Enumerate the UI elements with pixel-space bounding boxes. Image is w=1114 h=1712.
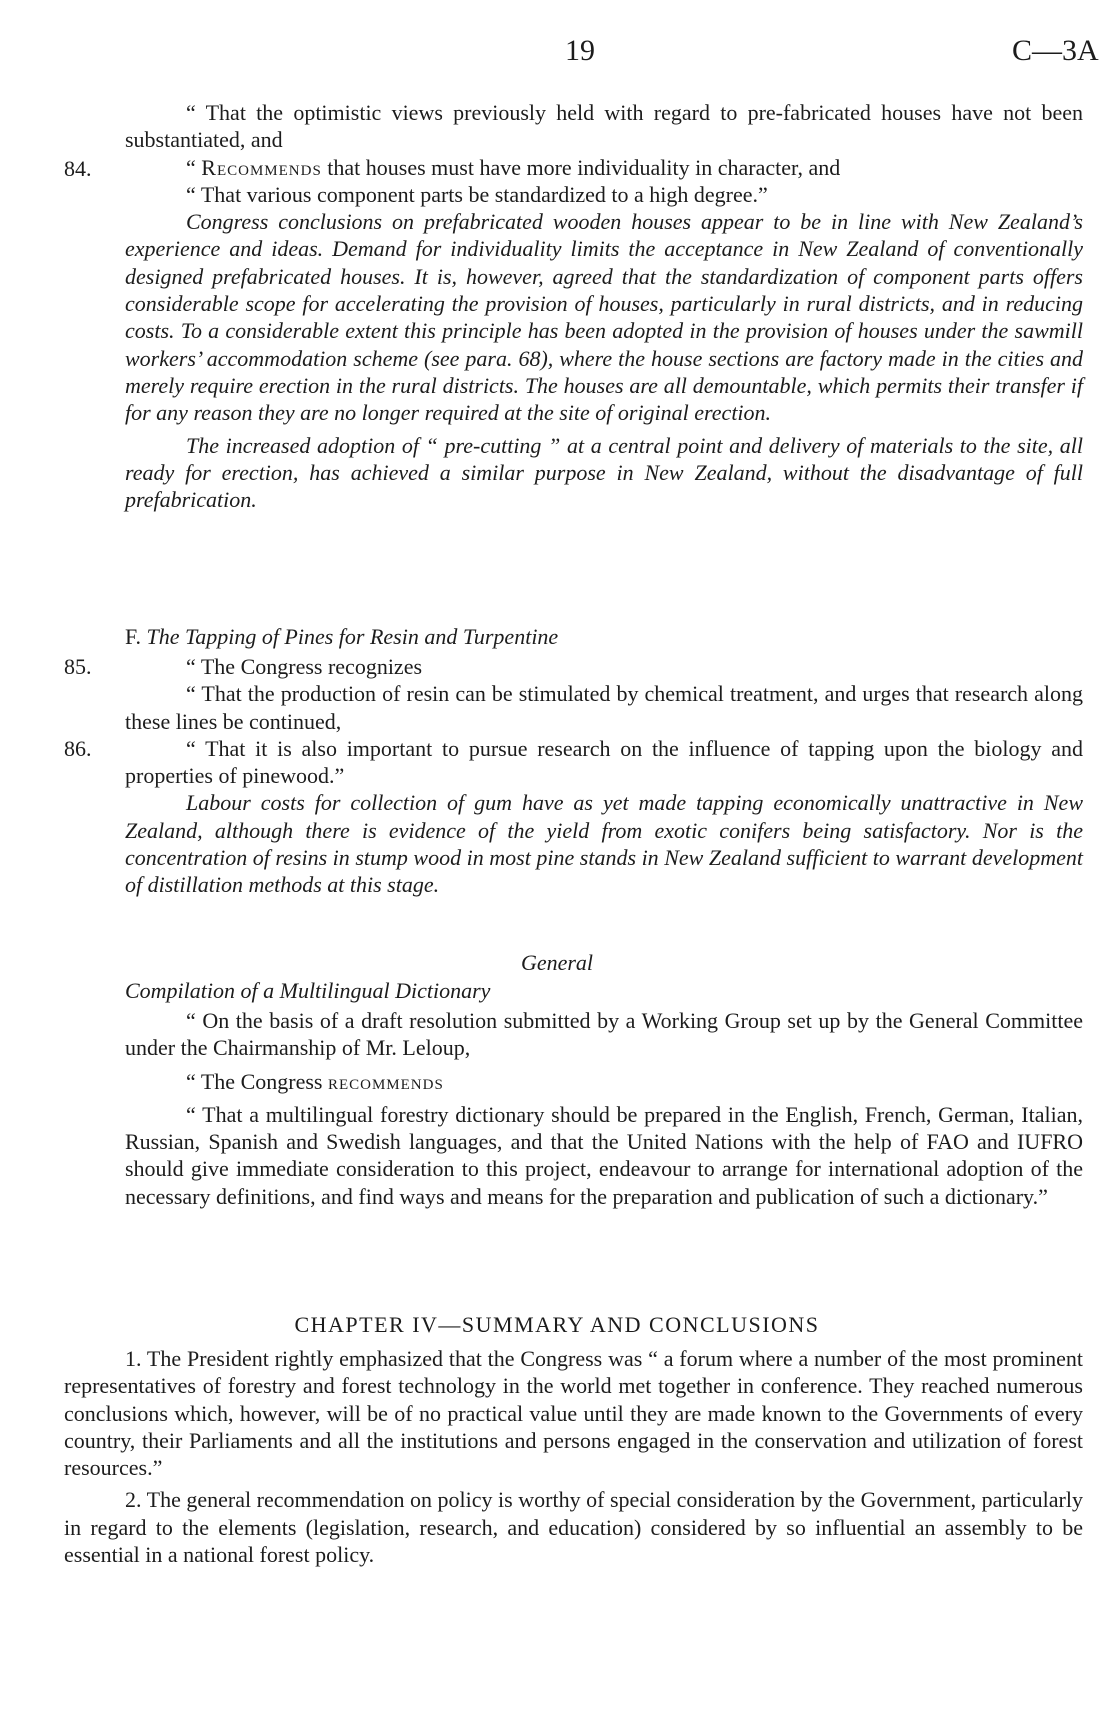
- resolution-block-dictionary: [125, 1007, 1083, 1210]
- resolution-block-prefabricated: [125, 99, 1083, 513]
- section-heading-general: General: [520, 950, 594, 975]
- resolution-block-tapping: [125, 653, 1083, 899]
- resolution-paragraph: “ That a multilingual forestry dictionary should be prepared in the English, French, German, Italian, Russian, Spanish and Swedish languages, and that the United Nations with the help of FAO and IUFRO should give immediate consideration to this project, endeavour to arrange for international adoption of the necessary definitions, and find ways and means for the preparation and publication of such a dictionary.”: [125, 1101, 1083, 1209]
- resolution-paragraph: “ That various component parts be standardized to a high degree.”: [186, 181, 768, 207]
- summary-block: [64, 1345, 1083, 1568]
- paragraph-number-86: 86.: [64, 736, 92, 761]
- recommends-keyword: recommends: [327, 1068, 444, 1094]
- chapter-heading: CHAPTER IV—SUMMARY AND CONCLUSIONS: [294, 1312, 820, 1337]
- resolution-paragraph: “ On the basis of a draft resolution submitted by a Working Group set up by the General Committee under the Chairmanship of Mr. Leloup,: [125, 1008, 1083, 1061]
- section-letter: F.: [125, 624, 147, 649]
- document-code: C—3A: [1012, 34, 1099, 67]
- resolution-paragraph: “ That it is also important to pursue research on the influence of tapping upon the biology and properties of pinewood.”: [125, 735, 1083, 789]
- summary-paragraph: 1. The President rightly emphasized that the Congress was “ a forum where a number of the most prominent representatives of forestry and forest technology in the world met together in conference. They reached numerous conclusions which, however, will be of no practical value until they are made known to the Governments of every country, their Parliaments and all the institutions and persons engaged in the conservation and utilization of forest resources.”: [64, 1346, 1083, 1481]
- resolution-paragraph: “ That the production of resin can be stimulated by chemical treatment, and urges that research along these lines be continued,: [125, 681, 1083, 734]
- subsection-heading-dictionary: Compilation of a Multilingual Dictionary: [125, 978, 491, 1003]
- paragraph-number-85: 85.: [64, 654, 92, 679]
- recommendation-paragraph: “ The Congress recommends: [186, 1068, 444, 1094]
- commentary-paragraph: Congress conclusions on prefabricated wooden houses appear to be in line with New Zealand’s experience and ideas. Demand for individuality limits the acceptance in New Zealand of conventionally designed prefabricated houses. It is, however, agreed that the standardization of component parts offers considerable scope for accelerating the provision of houses, particularly in rural districts, and in reducing costs. To a considerable extent this principle has been adopted in the provision of houses under the sawmill workers’ accommodation scheme (see para. 68), where the house sections are factory made in the cities and merely require erection in the rural districts. The houses are all demountable, which permits their transfer if for any reason they are no longer required at the site of original erection.: [125, 209, 1083, 426]
- section-title: The Tapping of Pines for Resin and Turpentine: [146, 624, 559, 649]
- resolution-paragraph: “ The Congress recognizes: [186, 654, 423, 679]
- section-heading-tapping: [125, 624, 558, 650]
- summary-paragraph: 2. The general recommendation on policy is worthy of special consideration by the Government, particularly in regard to the elements (legislation, research, and education) considered by so influential an assembly to be essential in a national forest policy.: [64, 1487, 1083, 1568]
- recommendation-paragraph: “ Recommends that houses must have more individuality in character, and: [186, 154, 841, 180]
- recommends-keyword: Recommends: [201, 154, 322, 180]
- paragraph-number-84: 84.: [64, 156, 92, 181]
- commentary-paragraph: Labour costs for collection of gum have as yet made tapping economically unattractive in New Zealand, although there is evidence of the yield from exotic conifers being satisfactory. Nor is the concentration of resins in stump wood in most pine stands in New Zealand sufficient to warrant development of distillation methods at this stage.: [125, 790, 1083, 898]
- commentary-paragraph: The increased adoption of “ pre-cutting ” at a central point and delivery of materials to the site, all ready for erection, has achieved a similar purpose in New Zealand, without the disadvantage of full prefabrication.: [125, 432, 1083, 513]
- page-number: 19: [565, 34, 595, 67]
- resolution-paragraph: “ That the optimistic views previously held with regard to pre-fabricated houses have not been substantiated, and: [125, 100, 1083, 153]
